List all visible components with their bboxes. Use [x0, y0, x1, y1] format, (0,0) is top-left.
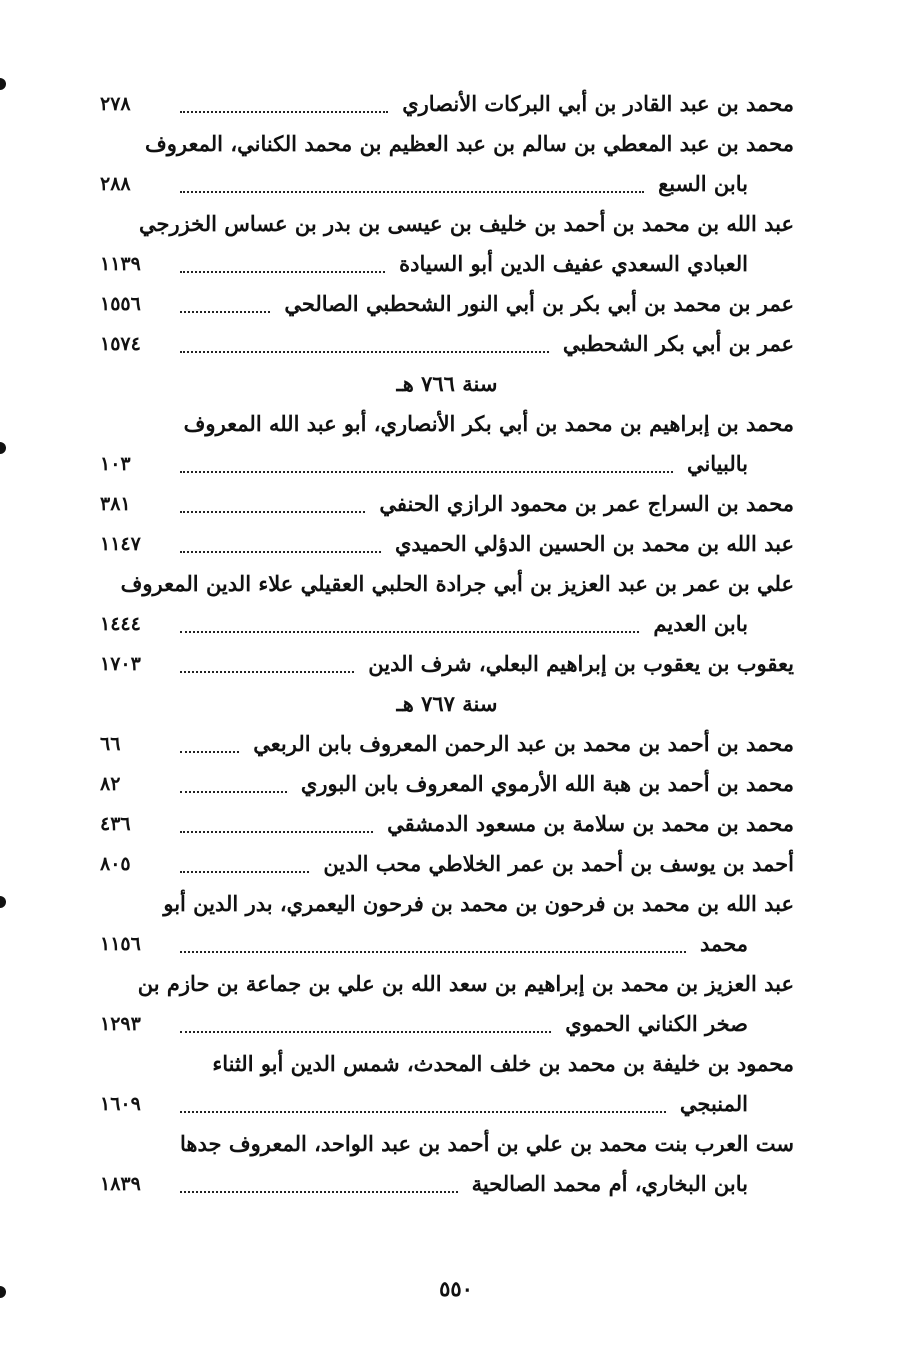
person-name: عمر بن محمد بن أبي بكر بن أبي النور الشحطبي الصالحي — [284, 291, 794, 316]
entry-line — [100, 204, 794, 244]
scan-edge-mark — [0, 442, 6, 454]
entry-page-number: ١٥٧٤ — [100, 333, 141, 355]
entry-page-number: ٢٨٨ — [100, 173, 131, 195]
person-name: محمد بن السراج عمر بن محمود الرازي الحنفي — [379, 491, 794, 516]
entry-page-number: ١٦٠٩ — [100, 1093, 141, 1115]
entry-line — [100, 1124, 794, 1164]
dot-leader — [180, 351, 549, 353]
dot-leader — [180, 311, 270, 313]
dot-leader — [180, 471, 673, 473]
person-name: محمد بن محمد بن سلامة بن مسعود الدمشقي — [387, 811, 794, 836]
dot-leader — [180, 831, 373, 833]
entry-page-number: ١١٣٩ — [100, 253, 141, 275]
index-list — [100, 84, 794, 1204]
entry-page-number: ٢٧٨ — [100, 93, 131, 115]
dot-leader — [180, 551, 381, 553]
entry-line — [100, 764, 794, 804]
entry-continuation-line — [100, 1164, 794, 1204]
index-entry — [100, 764, 794, 804]
index-entry — [100, 804, 794, 844]
entry-continuation-line — [100, 1084, 794, 1124]
person-name: عبد الله بن محمد بن فرحون بن محمد بن فرحون اليعمري، بدر الدين أبو — [163, 891, 794, 916]
entry-continuation-line — [100, 164, 794, 204]
person-name: أحمد بن يوسف بن أحمد بن عمر الخلاطي محب الدين — [323, 851, 794, 876]
entry-page-number: ١٤٤٤ — [100, 613, 141, 635]
person-name: بابن العديم — [653, 611, 748, 636]
entry-line — [100, 844, 794, 884]
dot-leader — [180, 1111, 666, 1113]
person-name: صخر الكناني الحموي — [565, 1011, 748, 1036]
entry-line — [100, 324, 794, 364]
entry-page-number: ١٧٠٣ — [100, 653, 141, 675]
dot-leader — [180, 191, 644, 193]
index-entry — [100, 284, 794, 324]
entry-page-number: ٨٠٥ — [100, 853, 131, 875]
dot-leader — [180, 791, 287, 793]
dot-leader — [180, 1031, 551, 1033]
entry-page-number: ١٨٣٩ — [100, 1173, 141, 1195]
scan-edge-mark — [0, 78, 6, 90]
index-entry — [100, 844, 794, 884]
person-name: بالبياني — [686, 451, 748, 476]
person-name: محمد بن عبد المعطي بن سالم بن عبد العظيم بن محمد الكناني، المعروف — [145, 131, 794, 156]
person-name: محمد بن أحمد بن هبة الله الأرموي المعروف بابن البوري — [300, 771, 794, 796]
scan-edge-mark — [0, 896, 6, 908]
person-name: محمد — [700, 931, 748, 956]
index-entry — [100, 644, 794, 684]
index-entry — [100, 324, 794, 364]
index-entry — [100, 564, 794, 644]
dot-leader — [180, 871, 309, 873]
entry-line — [100, 284, 794, 324]
person-name: عبد العزيز بن محمد بن إبراهيم بن سعد الله بن علي بن جماعة بن حازم بن — [137, 971, 794, 996]
dot-leader — [180, 511, 365, 513]
index-entry — [100, 884, 794, 964]
index-entry — [100, 1124, 794, 1204]
person-name: علي بن عمر بن عبد العزيز بن أبي جرادة الحلبي العقيلي علاء الدين المعروف — [120, 571, 794, 596]
entry-page-number: ١١٤٧ — [100, 533, 141, 555]
dot-leader — [180, 631, 639, 633]
entry-page-number: ١١٥٦ — [100, 933, 141, 955]
entry-line — [100, 804, 794, 844]
entry-page-number: ٨٢ — [100, 773, 121, 795]
entry-line — [100, 84, 794, 124]
person-name: عبد الله بن محمد بن أحمد بن خليف بن عيسى بن بدر بن عساس الخزرجي — [138, 211, 794, 236]
dot-leader — [180, 751, 239, 753]
index-entry — [100, 124, 794, 204]
index-entry — [100, 84, 794, 124]
index-entry — [100, 204, 794, 284]
dot-leader — [180, 671, 354, 673]
index-entry — [100, 404, 794, 484]
entry-page-number: ٤٣٦ — [100, 813, 131, 835]
person-name: محمد بن عبد القادر بن أبي البركات الأنصاري — [402, 91, 794, 116]
entry-continuation-line — [100, 244, 794, 284]
entry-continuation-line — [100, 444, 794, 484]
entry-page-number: ١٢٩٣ — [100, 1013, 141, 1035]
person-name: عمر بن أبي بكر الشحطبي — [562, 331, 794, 356]
index-entry — [100, 524, 794, 564]
entry-line — [100, 564, 794, 604]
dot-leader — [180, 1191, 458, 1193]
person-name: محمد بن إبراهيم بن محمد بن أبي بكر الأنصاري، أبو عبد الله المعروف — [183, 411, 794, 436]
entry-continuation-line — [100, 604, 794, 644]
person-name: بابن البخاري، أم محمد الصالحية — [471, 1171, 748, 1196]
dot-leader — [180, 271, 385, 273]
year-heading: سنة ٧٦٦ هـ — [396, 371, 498, 396]
entry-page-number: ٦٦ — [100, 733, 121, 755]
entry-line — [100, 124, 794, 164]
dot-leader — [180, 951, 686, 953]
entry-continuation-line — [100, 1004, 794, 1044]
person-name: محمد بن أحمد بن محمد بن عبد الرحمن المعروف بابن الربعي — [253, 731, 794, 756]
index-entry — [100, 1044, 794, 1124]
entry-page-number: ١٠٣ — [100, 453, 131, 475]
entry-line — [100, 884, 794, 924]
entry-line — [100, 484, 794, 524]
dot-leader — [180, 111, 388, 113]
person-name: محمود بن خليفة بن محمد بن خلف المحدث، شمس الدين أبو الثناء — [212, 1051, 794, 1076]
entry-page-number: ١٥٥٦ — [100, 293, 141, 315]
entry-page-number: ٣٨١ — [100, 493, 131, 515]
entry-line — [100, 724, 794, 764]
index-entry — [100, 724, 794, 764]
person-name: المنبجي — [679, 1091, 748, 1116]
entry-line — [100, 644, 794, 684]
page-number: ٥٥٠ — [439, 1276, 473, 1301]
entry-line — [100, 524, 794, 564]
person-name: يعقوب بن يعقوب بن إبراهيم البعلي، شرف الدين — [368, 651, 794, 676]
entry-line — [100, 964, 794, 1004]
index-entry — [100, 964, 794, 1044]
year-heading: سنة ٧٦٧ هـ — [396, 691, 498, 716]
entry-line — [100, 1044, 794, 1084]
index-entry — [100, 484, 794, 524]
entry-line — [100, 404, 794, 444]
entry-continuation-line — [100, 924, 794, 964]
person-name: ست العرب بنت محمد بن علي بن أحمد بن عبد الواحد، المعروف جدها — [180, 1131, 794, 1156]
person-name: العبادي السعدي عفيف الدين أبو السيادة — [399, 251, 748, 276]
person-name: بابن السبع — [658, 171, 748, 196]
person-name: عبد الله بن محمد بن الحسين الدؤلي الحميدي — [394, 531, 794, 556]
